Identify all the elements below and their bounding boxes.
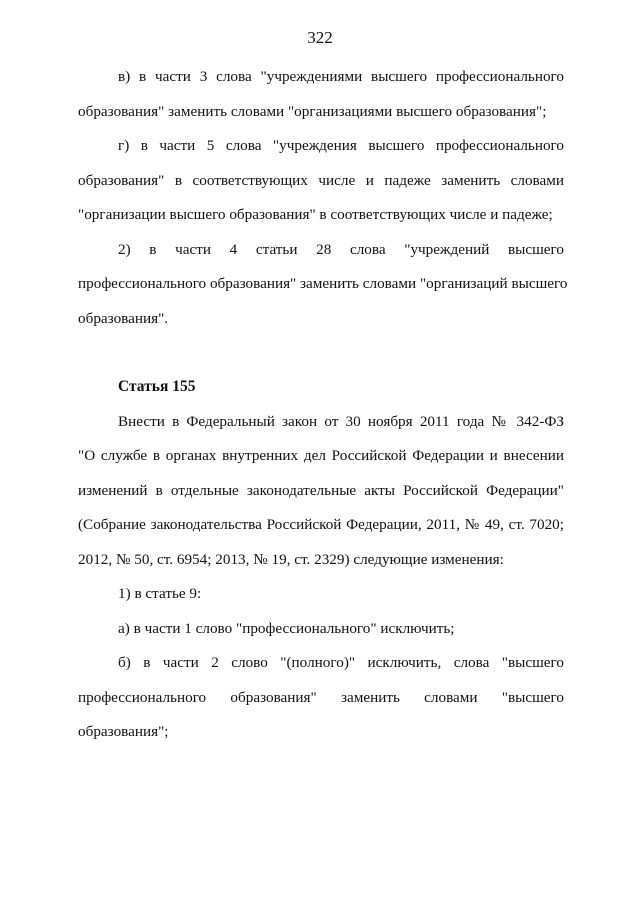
text-line: образования". <box>78 309 169 327</box>
text-line: г) в части 5 слова "учреждения высшего профессионального <box>118 137 564 154</box>
text-line: профессионального образования" заменить словами "организаций высшего <box>78 275 568 292</box>
article-heading: Статья 155 <box>118 378 196 395</box>
text-line: "О службе в органах внутренних дел Российской Федерации и внесении <box>78 447 564 464</box>
text-line: б) в части 2 слово "(полного)" исключить, слова "высшего <box>118 654 564 671</box>
paragraph-item-b <box>78 646 564 750</box>
text-line: образования"; <box>78 723 169 740</box>
text-line: 2) в части 4 статьи 28 слова "учреждений высшего <box>118 240 564 258</box>
paragraph-item-a <box>78 612 564 647</box>
text-line: (Собрание законодательства Российской Федерации, 2011, № 49, ст. 7020; <box>78 516 564 533</box>
text-line: а) в части 1 слово "профессионального" исключить; <box>118 619 455 637</box>
text-line: "организации высшего образования" в соответствующих числе и падеже; <box>78 206 553 223</box>
text-line: образования" заменить словами "организациями высшего образования"; <box>78 102 547 120</box>
paragraph-item-v <box>78 60 564 129</box>
text-line: изменений в отдельные законодательные акты Российской Федерации" <box>78 481 564 499</box>
paragraph-item-1 <box>78 577 564 612</box>
paragraph-item-g <box>78 129 564 233</box>
paragraph-item-2 <box>78 233 568 337</box>
text-line: образования" в соответствующих числе и падеже заменить словами <box>78 171 564 189</box>
text-line: Внести в Федеральный закон от 30 ноября 2011 года № 342-ФЗ <box>118 412 564 430</box>
text-line: 1) в статье 9: <box>118 585 202 602</box>
page-number: 322 <box>307 28 333 47</box>
document-body <box>78 60 568 750</box>
text-line: в) в части 3 слова "учреждениями высшего профессионального <box>118 68 564 85</box>
text-line: 2012, № 50, ст. 6954; 2013, № 19, ст. 2329) следующие изменения: <box>78 550 504 568</box>
article-intro-paragraph <box>78 405 564 578</box>
text-line: профессионального образования" заменить словами "высшего <box>78 688 564 706</box>
